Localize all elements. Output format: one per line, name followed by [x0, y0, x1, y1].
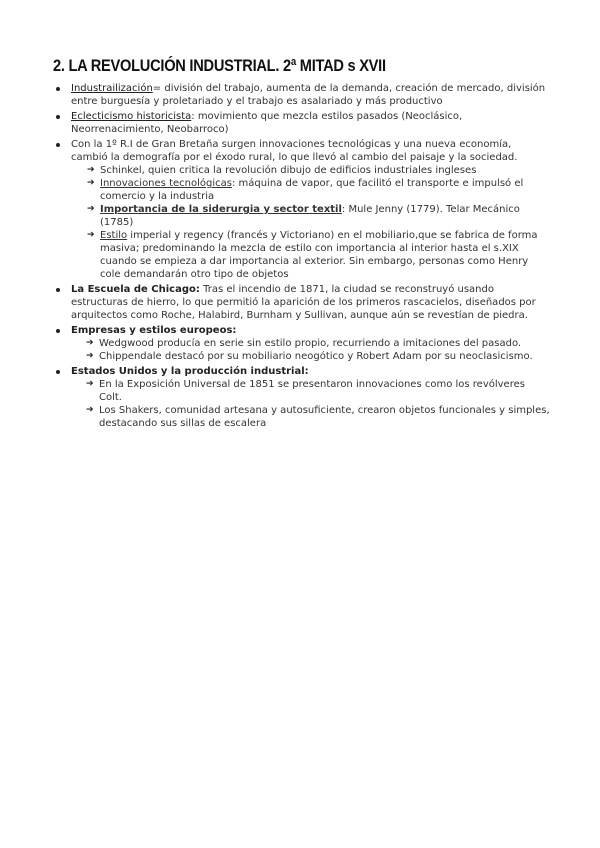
arrow-icon: ➔: [86, 405, 94, 415]
list-item-estados-unidos: [71, 365, 551, 430]
sub-item: [87, 177, 551, 203]
main-bullet-list: [71, 82, 551, 432]
sub-item: [86, 337, 551, 350]
sub-item-text: En la Exposición Universal de 1851 se presentaron innovaciones como los revólveres Colt.: [99, 379, 525, 403]
sub-list-revolucion: [71, 164, 551, 281]
sub-item-text: Chippendale destacó por su mobiliario neogótico y Robert Adam por su neoclasicismo.: [99, 351, 533, 362]
arrow-icon: ➔: [86, 338, 94, 348]
page-title: 2. LA REVOLUCIÓN INDUSTRIAL. 2ª MITAD s XVII: [53, 56, 386, 75]
arrow-icon: ➔: [87, 178, 95, 188]
sub-item: [87, 164, 551, 177]
sub-item-term: Importancia de la siderurgia y sector textil: [100, 204, 342, 215]
arrow-icon: ➔: [86, 379, 94, 389]
arrow-icon: ➔: [87, 230, 95, 240]
sub-item: [86, 378, 551, 404]
sub-item: [87, 203, 551, 229]
sub-item-text: Los Shakers, comunidad artesana y autosuficiente, crearon objetos funcionales y simples, destacando sus sillas de escalera: [99, 405, 550, 429]
text-industrializacion: = división del trabajo, aumenta de la demanda, creación de mercado, división entre burguesía y proletariado y el trabajo es asalariado y más productivo: [71, 83, 546, 107]
term-estados-unidos: Estados Unidos y la producción industrial:: [71, 366, 309, 377]
list-item-empresas: [71, 324, 551, 363]
sub-item-term: Estilo: [100, 230, 128, 241]
sub-item-text: Wedgwood producía en serie sin estilo propio, recurriendo a imitaciones del pasado.: [99, 338, 522, 349]
arrow-icon: ➔: [87, 204, 95, 214]
list-item-chicago: [71, 283, 551, 322]
sub-list-estados-unidos: [71, 378, 551, 430]
term-eclecticismo: Eclecticismo historicista: [71, 111, 192, 122]
text-revolucion: Con la 1º R.I de Gran Bretaña surgen innovaciones tecnológicas y una nueva economía, cambió la demografía por el éxodo rural, lo que llevó al cambio del paisaje y la sociedad.: [71, 139, 518, 163]
text-chicago: Tras el incendio de 1871, la ciudad se reconstruyó usando estructuras de hierro, lo que permitió la aparición de los primeros rascacielos, diseñados por arquitectos como Roche, Halabird, Burnham y Sullivan, aunque aún se revestían de piedra.: [71, 284, 536, 321]
sub-list-empresas: [71, 337, 551, 363]
text-eclecticismo: : movimiento que mezcla estilos pasados (Neoclásico, Neorrenacimiento, Neobarroco): [71, 111, 463, 135]
list-item-industrializacion: [71, 82, 551, 108]
sub-item: [86, 350, 551, 363]
sub-item-text: : máquina de vapor, que facilitó el transporte e impulsó el comercio y la industria: [100, 178, 524, 202]
sub-item: [86, 404, 551, 430]
term-empresas: Empresas y estilos europeos:: [71, 325, 237, 336]
term-chicago: La Escuela de Chicago:: [71, 284, 200, 295]
arrow-icon: ➔: [86, 351, 94, 361]
term-industrializacion: Industrailización: [71, 83, 153, 94]
sub-item-text: : Mule Jenny (1779). Telar Mecánico (1785): [100, 204, 520, 228]
sub-item-term: Innovaciones tecnológicas: [100, 178, 232, 189]
sub-item: [87, 229, 551, 281]
list-item-revolucion: [71, 138, 551, 281]
sub-item-text: Schinkel, quien critica la revolución dibujo de edificios industriales ingleses: [100, 165, 477, 176]
arrow-icon: ➔: [87, 165, 95, 175]
list-item-eclecticismo: [71, 110, 551, 136]
sub-item-text: imperial y regency (francés y Victoriano) en el mobiliario,que se fabrica de forma masiva; predominando la mezcla de estilo con importancia al interior hasta el s.XIX cuando se empieza a dar importancia al exterior. Sin embargo, personas como Henry cole demandarán otro tipo de objetos: [100, 230, 538, 280]
